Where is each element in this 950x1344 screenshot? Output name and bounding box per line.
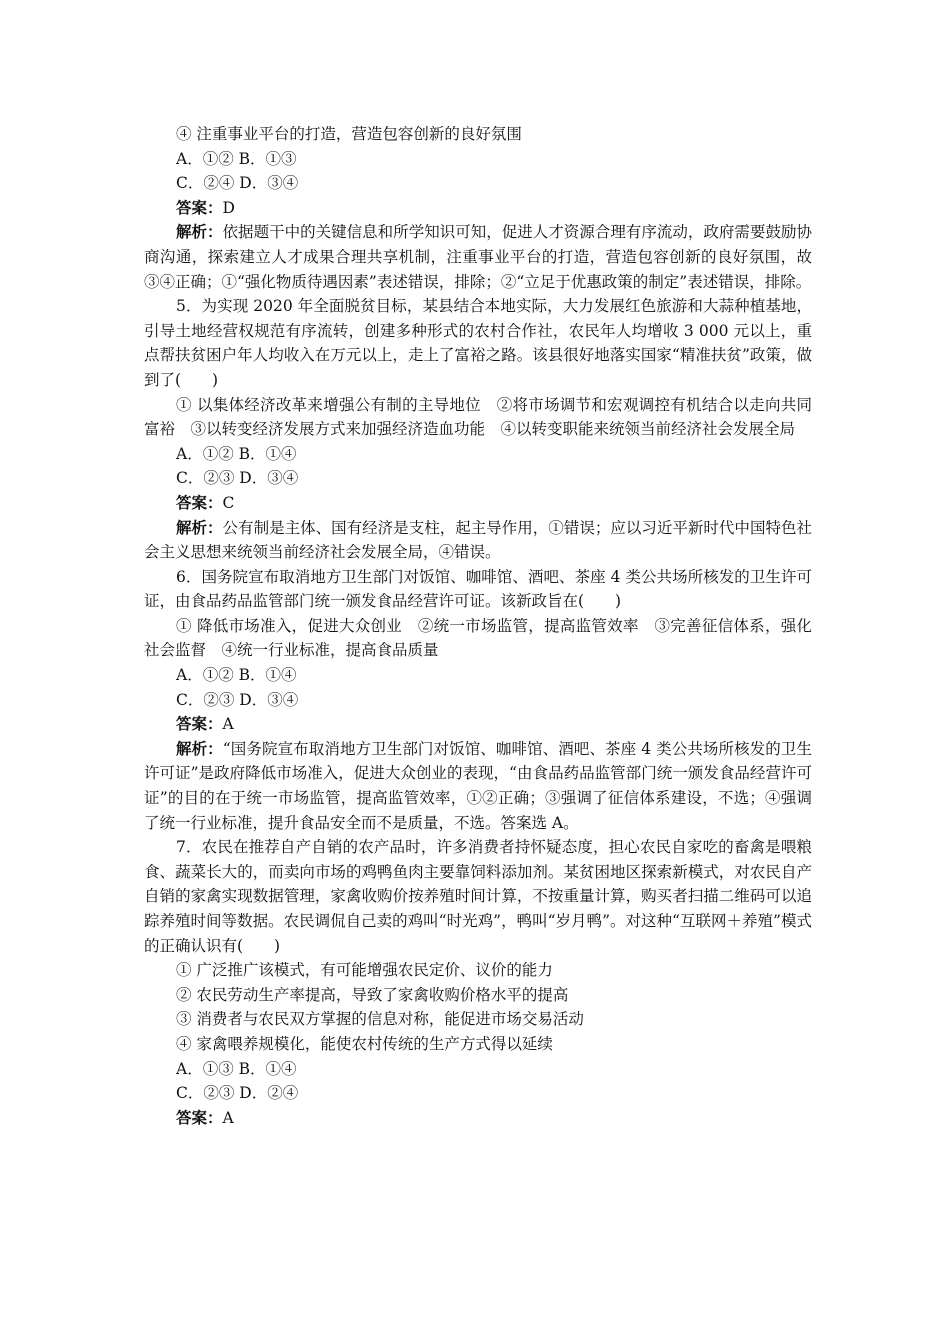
question-6-choices-ab: A．①② B．①④	[176, 666, 297, 685]
analysis-text: 公有制是主体、国有经济是支柱，起主导作用，①错误；应以习近平新时代中国特色社会主义思想来统领当前经济社会发展全局，④错误。	[144, 518, 812, 562]
answer-line	[144, 196, 812, 221]
answer-value: A	[222, 715, 234, 734]
answer-value: C	[222, 493, 235, 512]
question-7-stem: 7．农民在推荐自产自销的农产品时，许多消费者持怀疑态度，担心农民自家吃的畜禽是喂粮食、蔬菜长大的，而卖向市场的鸡鸭鱼肉主要靠饲料添加剂。某贫困地区探索新模式，对农民自产自销的家禽实现数据管理，家禽收购价按养殖时间计算，不按重量计算，购买者扫描二维码可以追踪养殖时间等数据。农民调侃自己卖的鸡叫“时光鸡”，鸭叫“岁月鸭”。对这种“互联网＋养殖”模式的正确认识有( )	[144, 838, 812, 955]
question-5-choices-cd: C．②③ D．③④	[176, 469, 299, 488]
question-5-answer	[144, 491, 812, 516]
answer-value: A	[222, 1108, 234, 1127]
analysis-label: 解析：	[176, 738, 223, 758]
question-7-item-4: ④ 家禽喂养规模化，能使农村传统的生产方式得以延续	[176, 1034, 553, 1053]
question-6-choices-cd: C．②③ D．③④	[176, 690, 299, 709]
choices-ab: A．①② B．①③	[176, 149, 297, 168]
question-6-items: ① 降低市场准入，促进大众创业 ②统一市场监管，提高监管效率 ③完善征信体系，强化社会监督 ④统一行业标准，提高食品质量	[144, 616, 812, 660]
question-6-stem: 6．国务院宣布取消地方卫生部门对饭馆、咖啡馆、酒吧、茶座 4 类公共场所核发的卫生许可证，由食品药品监管部门统一颁发食品经营许可证。该新政旨在( )	[144, 567, 812, 611]
question-7-answer	[144, 1106, 812, 1131]
analysis-paragraph	[144, 220, 812, 294]
answer-label: 答案：	[176, 492, 223, 512]
document-page	[144, 122, 812, 1130]
answer-label: 答案：	[176, 714, 223, 734]
question-7-item-2: ② 农民劳动生产率提高，导致了家禽收购价格水平的提高	[176, 985, 569, 1004]
option-item-4: ④ 注重事业平台的打造，营造包容创新的良好氛围	[176, 125, 522, 143]
answer-label: 答案：	[176, 197, 223, 217]
question-7-choices-cd: C．②③ D．②④	[176, 1084, 299, 1103]
question-5-analysis	[144, 516, 812, 565]
choices-cd: C．②④ D．③④	[176, 174, 299, 193]
question-5-items: ① 以集体经济改革来增强公有制的主导地位 ②将市场调节和宏观调控有机结合以走向共同富裕 ③以转变经济发展方式来加强经济造血功能 ④以转变职能来统领当前经济社会发展全局	[144, 395, 812, 439]
analysis-text: 依据题干中的关键信息和所学知识可知，促进人才资源合理有序流动，政府需要鼓励协商沟通，探索建立人才成果合理共享机制，注重事业平台的打造，营造包容创新的良好氛围，故③④正确；①“强化物质待遇因素”表述错误，排除；②“立足于优惠政策的制定”表述错误，排除。	[144, 223, 812, 291]
question-5-stem: 5．为实现 2020 年全面脱贫目标，某县结合本地实际，大力发展红色旅游和大蒜种植基地，引导土地经营权规范有序流转，创建多种形式的农村合作社，农民年人均增收 3 000 元以上，重点帮扶贫困户年人均收入在万元以上，走上了富裕之路。该县很好地落实国家“精准扶贫”政策，做到了( )	[144, 297, 812, 389]
question-6-analysis	[144, 737, 812, 835]
analysis-label: 解析：	[176, 222, 223, 242]
question-6-answer	[144, 712, 812, 737]
question-7-item-3: ③ 消费者与农民双方掌握的信息对称，能促进市场交易活动	[176, 1010, 584, 1029]
answer-label: 答案：	[176, 1107, 223, 1127]
analysis-label: 解析：	[176, 517, 223, 537]
question-5-choices-ab: A．①② B．①④	[176, 444, 297, 463]
question-7-item-1: ① 广泛推广该模式，有可能增强农民定价、议价的能力	[176, 961, 553, 980]
analysis-text: “国务院宣布取消地方卫生部门对饭馆、咖啡馆、酒吧、茶座 4 类公共场所核发的卫生许可证”是政府降低市场准入，促进大众创业的表现，“由食品药品监管部门统一颁发食品经营许可证”的目的在于统一市场监管，提高监管效率，①②正确；③强调了征信体系建设，不选；④强调了统一行业标准，提升食品安全而不是质量，不选。答案选 A。	[144, 739, 812, 832]
answer-value: D	[222, 198, 235, 217]
question-7-choices-ab: A．①③ B．①④	[176, 1059, 297, 1078]
